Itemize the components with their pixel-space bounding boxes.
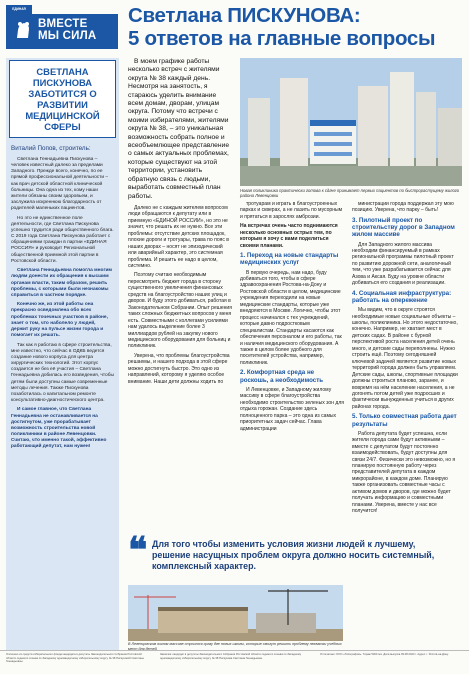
- section-text-1: В первую очередь, нам надо, буду добиваться того, чтобы в сфере здравоохранения Ростова-на-Дону и Ростовской области в целом, медицинские учреждения переходили на новые медицинские стандарты, которые уже внедряются в Москве. Логично, чтобы этот процесс начинался с тех учреждений, которые давно подростковым специалистам. Стандарты касаются как обеспечения персоналом и его работы, так и наличия медицинского оборудования. А также в целом более удобного для посетителей устройства, например, поликлиник.: [240, 269, 342, 366]
- body-paragraph: тротуарам и играть в благоустроенных парках и скверах, а не лазить по мусорным и прятаться в зарослях амброзии.: [240, 201, 343, 220]
- campaign-slogan-line1: ВМЕСТЕ: [38, 18, 88, 30]
- headline-line1: Светлана ПИСКУНОВА:: [128, 4, 361, 27]
- section-title-4: 4. Социальная инфраструктура: работать на опережение: [352, 289, 452, 304]
- sidebar-text: [11, 157, 114, 451]
- sidebar-emphasis: Светлана Геннадьевна помогла многим людям донести их обращения к высшим органам власти, таким образом, решить проблемы, с которыми были незнакомы справиться в частном порядке.: [11, 268, 112, 298]
- sidebar-paragraph: Но это не единственное поле деятельности, где Светлана Пискунова успешно трудится ради общественного блага. С 2019 года Светлана Пискунова работает с обращениями граждан в партии «ЕДИНАЯ РОССИЯ» и руководит Региональной общественной приемной этой партии в Ростовской области.: [11, 215, 114, 264]
- photo-clinic-caption: Новая поликлиника практически готова к сдаче принимает первых пациентов по быстрорастущему жилого района Левенцовки: [240, 188, 460, 199]
- section-title-2: 2. Комфортная среда не роскошь, а необходимость: [240, 369, 324, 384]
- section-text-3: Для Западного жилого массива необходим финансируемый в рамках региональной программы пилотный проект по развитию дорожной сети, аналогичный тем, что уже разрабатывается сейчас для Азова и Аксая. Буду на уровне области добиваться его создания и реализации.: [352, 241, 454, 287]
- sidebar-emphasis: Конечно же, из этой работы она прекрасно осведомлена обо всех проблемах точечных участков в районе, знает о том, что наболело у людей, держит руку на пульсе жизни города и помогает их решать.: [11, 302, 108, 339]
- pull-quote: [128, 529, 458, 582]
- section-text-4: Мы видим, что в округе строятся необходимые новые социальные объекты – школы, поликлиника. Но этого недостаточно, конечно. Например, не хватает мест в детских садах. В районе с бурной перспективой роста населения детей очень много, и детские сады переполнены. Нужно строить ещё. Поэтому сегодняшней ключевой задачей является развитие новых территорий города должен быть управляем. Детские сады, школы, спортивные площадки должны строиться планово, заранее, и вовремя на нём население населения, а не догонять потом детей уже подросших и фактически вынужденных учиться в других районах города.: [352, 307, 458, 410]
- photo-school-caption: В Левенцовском жилом массиве строится сразу две новых школы, которые смогут решить проблему нехватки учебных мест для детей: [128, 642, 342, 651]
- campaign-banner: [6, 14, 118, 49]
- footer-imprint-2: Заказчик: кандидат в депутаты Законодательного Собрания Ростовской области седьмого созыва по Западному одномандатному избирательному округу № 38 Пискунова Светлана Геннадьевна.: [160, 653, 302, 660]
- sidebar-emphasis: И самое главное, что Светлана Геннадьевна не останавливается на достигнутом, уже прорабатывает возможность строительства новой поликлиники в районе Левенцовки. Считаю, что именно такой, эффективно работающий депутат, нам нужен!: [11, 407, 107, 450]
- lead-text: [128, 58, 232, 201]
- section-title-1: 1. Переход на новые стандарты медицинских услуг: [240, 252, 339, 267]
- quote-mark-icon: ❝: [128, 529, 148, 571]
- logo-block: [6, 5, 118, 49]
- school-construction-image: [128, 585, 343, 641]
- sidebar-author: Виталий Попов, строитель:: [11, 145, 91, 152]
- headline-line2: 5 ответов на главные вопросы: [128, 27, 436, 50]
- quote-text: Для того чтобы изменить условия жизни людей к лучшему, решение насущных проблем округа должно носить системный, комплексный характер.: [152, 539, 435, 571]
- sidebar-paragraph: [11, 268, 114, 299]
- headline: [128, 4, 458, 50]
- column-3: [352, 201, 458, 518]
- bear-logo-icon: [14, 20, 32, 40]
- body-paragraph: Далеко не с каждым жителем вопросом люди обращаются к депутату или в приемную «ЕДИНОЙ РОССИИ», но это не значит, что решать их не нужно. Все эти проблемы: отсутствие детских площадок, плохие дороги и тротуары, трава по пояс в наших дворах – носят не эпизодический или аварийный характер, это системная проблема. И решить ее надо в целом, системно.: [128, 204, 229, 269]
- column-2: [240, 201, 344, 435]
- party-logo: ЕДИНАЯ: [6, 5, 32, 14]
- question-paragraph: На встречах очень часто поднимаются несколько основных острых тем, по которым я хочу с вами поделиться своими планами.: [240, 223, 338, 249]
- photo-clinic: [240, 58, 462, 186]
- sidebar-paragraph: [11, 407, 114, 450]
- section-title-3: 3. Пилотный проект по строительству дорог в Западном жилом массиве: [352, 216, 455, 239]
- body-paragraph: министрации города поддержал эту мою позицию. Уверена, что парку – быть!: [352, 201, 454, 214]
- campaign-slogan-line2: МЫ СИЛА: [38, 30, 97, 42]
- campaign-slogan: [38, 18, 96, 42]
- column-1: [128, 58, 232, 388]
- clinic-building-image: [240, 58, 462, 186]
- body-paragraph: Поэтому считаю необходимым пересмотреть бюджет города в сторону существенного увеличения финансовых средств на благоустройство наших улиц и дворов. И буду этого добиваться, работая в Законодательном Собрании. Опыт решения таких сложных бюджетных вопросов у меня есть. Совместными с коллегами усилиями нам удалось выделение более 3 миллиардов рублей на закупку нового медицинского оборудования для больниц и поликлиник.: [128, 272, 232, 350]
- section-text-5: Работа депутата будет успешна, если жители города сами будут активными – вместе с депутатом будут постоянно взаимодействовать, будут доступны для связи 24/7. Физически это невозможно, но я планирую постоянную работу через представителей депутата в каждом микрорайоне, в каждом доме. Планирую также организовать совместные часы с активом домов и дворов, где можно будет получать информацию и совместными планами. Уверена, вместе у нас все получится!: [352, 430, 456, 515]
- sidebar-heading: СВЕТЛАНА ПИСКУНОВА ЗАБОТИТСЯ О РАЗВИТИИ МЕДИЦИНСКОЙ СФЕРЫ: [9, 60, 116, 138]
- section-text-2: И Левенцовке, и Западному жилому массиву в сфере благоустройства необходимо строительство зеленых зон для отдыха горожан. Создание здесь полноценного парка – это одна из самых приоритетных задач сейчас. Глава администрации: [240, 386, 344, 432]
- page-header: [0, 0, 469, 54]
- footer-imprint-1: Оплачено из средств избирательного фонда кандидата в депутаты Законодательного Собрания Ростовской области седьмого созыва по Западному одномандатному избирательному округу № 38 Пискуновой Светланы Геннадьевны.: [6, 653, 144, 663]
- sidebar-paragraph: [11, 302, 114, 339]
- photo-school: [128, 585, 343, 641]
- body-paragraph: Уверена, что проблемы благоустройства решаемы, и нашего подхода в этой сфере можно достигнуть быстро. Это одно из направлений, которому я уделяю особое внимание. Наши дети должны ходить по: [128, 352, 230, 385]
- lead-paragraph: В моем графике работы несколько встреч с жителями округа № 38 каждый день. Несмотря на занятость, я стараюсь уделить внимание всем домам, дворам, улицам округа. Потому что встречи с моими избирателями, жителями округа № 38, – это уникальная возможность собрать полное и всеобъемлющее представление о самых актуальных проблемах, которые существуют на этой территории, установить обратную связь с людьми, выработать совместный план работы.: [128, 58, 230, 200]
- sidebar-paragraph: Так как я работаю в сфере строительства, мне известно, что сейчас в ОДКБ ведется создание нового корпуса для центра хирургических технологий. Этот корпус создается не без её участия – Светлана Геннадьевна добилась его возведения, чтобы детям были доступны самые современные методы лечения. Также Пискунова позаботилась о капитальном ремонте консультативно-диагностического центра.: [11, 342, 114, 403]
- section-title-5: 5. Только совместная работа дает результаты: [352, 413, 457, 428]
- page-footer: [0, 650, 469, 674]
- sidebar: [6, 58, 119, 650]
- footer-imprint-3: Отпечатано: ООО «Типография». Тираж 5000 экз. Дата выпуска 09.08.2023 г. Адрес: г. Ростов-на-Дону.: [320, 653, 449, 656]
- sidebar-paragraph: Светлана Геннадьевна Пискунова – человек известный далеко за пределами Западного. Прежде всего, конечно, по ее прямой профессиональной деятельности – как врач детской областной клинической больницы. Она одна из тех, кому наши жители обязаны своим здоровьем, и заслужила искреннюю благодарность от родителей маленьких пациентов.: [11, 157, 109, 212]
